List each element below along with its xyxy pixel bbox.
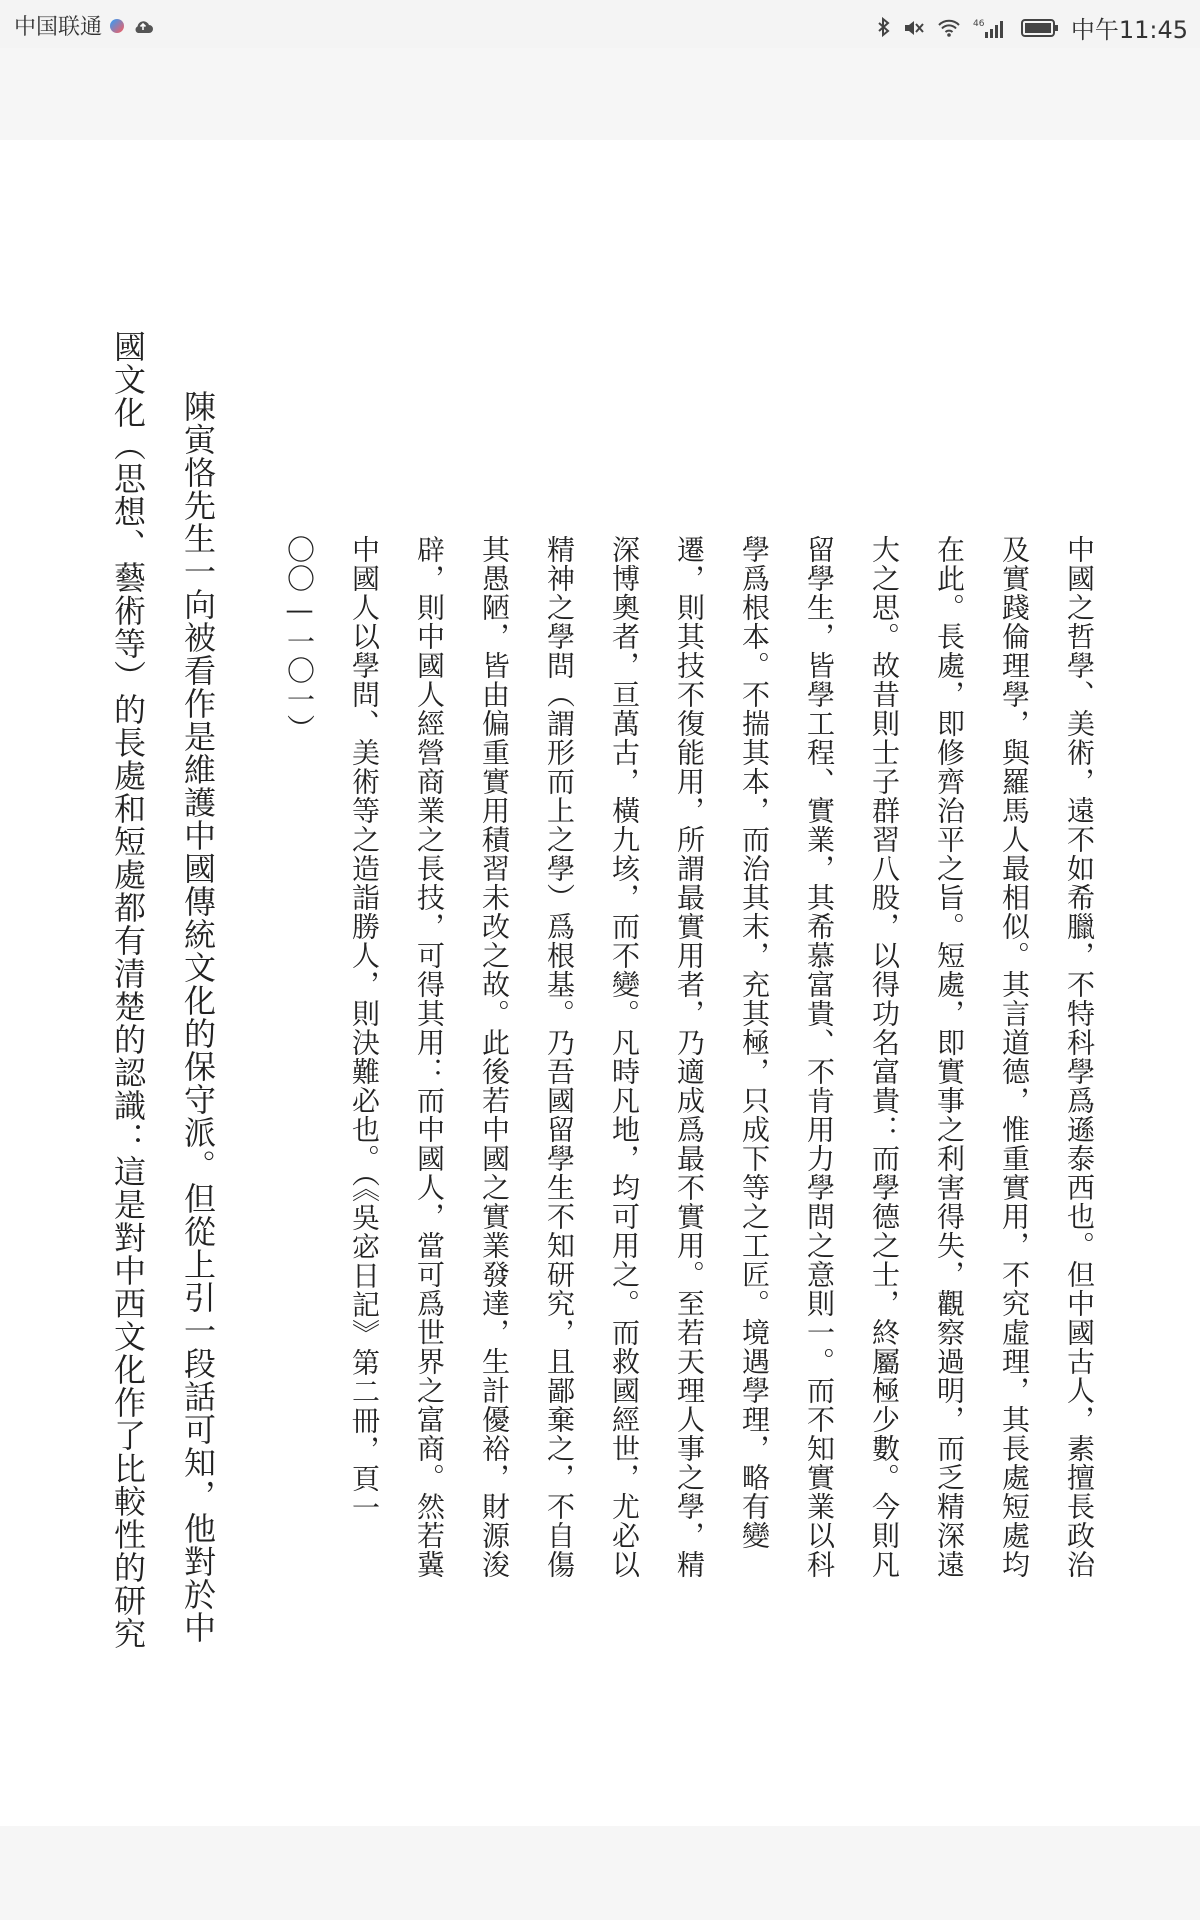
body-column: 國文化（思想、藝術等）的長處和短處都有清楚的認識：這是對中西文化作了比較性的研究	[109, 330, 147, 1650]
network-type-label: 46	[972, 18, 985, 29]
quote-column: 中國之哲學、美術，遠不如希臘，不特科學爲遜泰西也。但中國古人，素擅長政治	[1063, 535, 1096, 1579]
quote-column-citation: 〇〇—一〇一）	[283, 535, 316, 743]
bluetooth-icon	[877, 17, 891, 39]
quote-column: 精神之學問（謂形而上之學）爲根基。乃吾國留學生不知研究，且鄙棄之，不自傷	[543, 535, 576, 1579]
clock: 中午11:45	[1070, 16, 1188, 44]
status-right	[877, 10, 1188, 45]
quote-column: 學爲根本。不揣其本，而治其末，充其極，只成下等之工匠。境遇學理，略有變	[738, 535, 771, 1550]
quote-column: 遷，則其技不復能用，所謂最實用者，乃適成爲最不實用。至若天理人事之學，精	[673, 535, 706, 1579]
app-notification-icon	[110, 19, 124, 33]
body-column: 陳寅恪先生一向被看作是維護中國傳統文化的保守派。但從上引一段話可知，他對於中	[179, 390, 217, 1644]
quote-column: 辟，則中國人經營商業之長技，可得其用：而中國人，當可爲世界之富商。然若冀	[413, 535, 446, 1579]
reader-top-band[interactable]	[0, 48, 1200, 140]
carrier-label: 中国联通	[14, 15, 103, 40]
quote-column: 深博奧者，亘萬古，橫九垓，而不變。凡時凡地，均可用之。而救國經世，尤必以	[608, 535, 641, 1579]
quote-column: 中國人以學問、美術等之造詣勝人，則決難必也。（《吳宓日記》第二冊，頁一	[348, 535, 381, 1522]
mute-icon	[903, 18, 925, 38]
signal-icon	[973, 17, 1009, 39]
quote-column: 大之思。故昔則士子群習八股，以得功名富貴：而學德之士，終屬極少數。今則凡	[868, 535, 901, 1579]
status-bar	[0, 0, 1200, 48]
wifi-icon	[937, 19, 961, 37]
quote-column: 其愚陋，皆由偏重實用積習未改之故。此後若中國之實業發達，生計優裕，財源浚	[478, 535, 511, 1579]
quote-column: 留學生，皆學工程、實業，其希慕富貴、不肯用力學問之意則一。而不知實業以科	[803, 535, 836, 1579]
cloud-upload-icon	[132, 18, 154, 34]
quote-column: 在此。長處，即修齊治平之旨。短處，即實事之利害得失，觀察過明，而乏精深遠	[933, 535, 966, 1579]
battery-icon	[1021, 18, 1059, 38]
quote-column: 及實踐倫理學，與羅馬人最相似。其言道德，惟重實用，不究虛理，其長處短處均	[998, 535, 1031, 1579]
reader-bottom-band[interactable]	[0, 1826, 1200, 1920]
status-left	[14, 10, 154, 41]
book-page[interactable]	[0, 140, 1200, 1826]
